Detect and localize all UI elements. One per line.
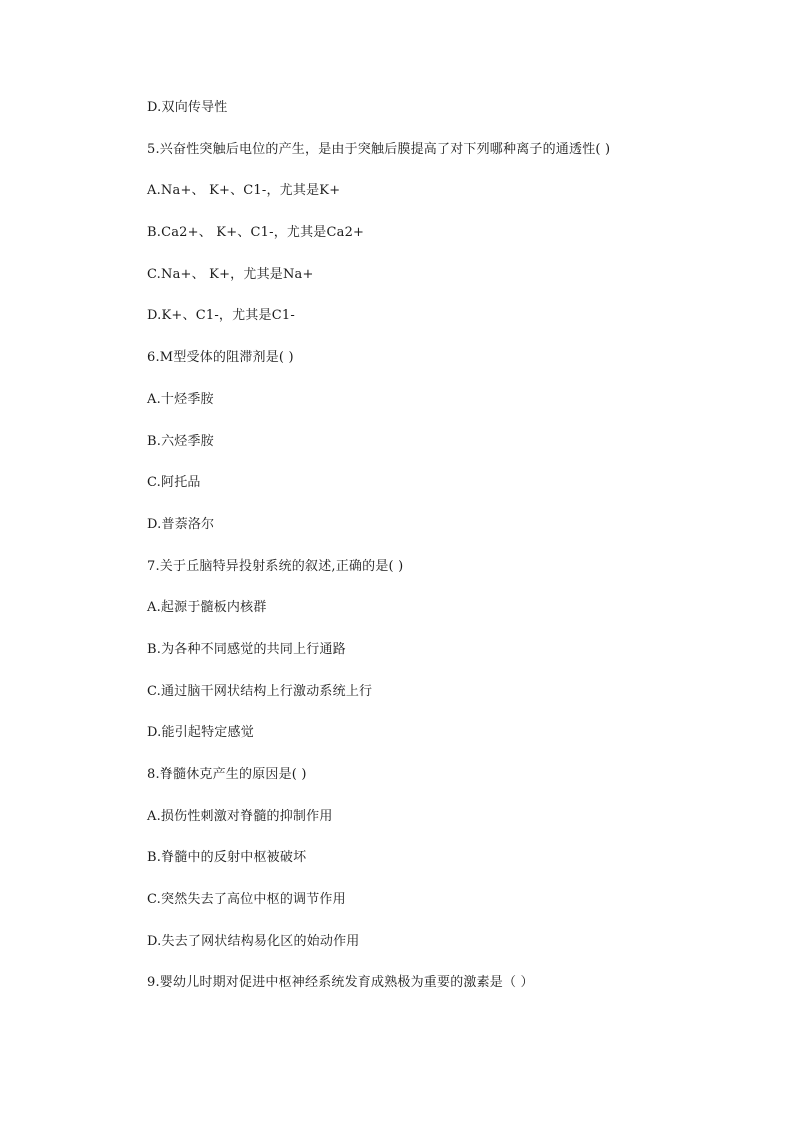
option-7a: A.起源于髓板内核群 xyxy=(147,600,267,616)
option-5b: B.Ca2+、 K+、C1-，尤其是Ca2+ xyxy=(147,225,365,241)
option-6c: C.阿托品 xyxy=(147,475,201,491)
option-7b: B.为各种不同感觉的共同上行通路 xyxy=(147,641,346,657)
option-4d: D.双向传导性 xyxy=(147,100,228,115)
option-5a: A.Na+、 K+、C1-，尤其是K+ xyxy=(147,183,341,199)
option-6d: D.普萘洛尔 xyxy=(147,516,215,532)
option-8c: C.突然失去了高位中枢的调节作用 xyxy=(147,892,346,908)
question-6: 6.M型受体的阻滞剂是( ) xyxy=(147,350,294,366)
option-5d: D.K+、C1-，尤其是C1- xyxy=(147,308,295,324)
option-8a: A.损伤性刺激对脊髓的抑制作用 xyxy=(147,808,333,824)
option-7d: D.能引起特定感觉 xyxy=(147,725,254,741)
option-6a: A.十烃季胺 xyxy=(147,391,214,407)
option-5c: C.Na+、 K+，尤其是Na+ xyxy=(147,266,314,282)
question-5: 5.兴奋性突触后电位的产生，是由于突触后膜提高了对下列哪种离子的通透性( ) xyxy=(147,141,611,157)
question-8: 8.脊髓休克产生的原因是( ) xyxy=(147,767,307,782)
option-8b: B.脊髓中的反射中枢被破坏 xyxy=(147,850,307,866)
question-text-block xyxy=(147,98,747,1015)
option-7c: C.通过脑干网状结构上行激动系统上行 xyxy=(147,683,373,699)
question-7: 7.关于丘脑特异投射系统的叙述,正确的是( ) xyxy=(147,558,404,574)
option-6b: B.六烃季胺 xyxy=(147,433,214,449)
option-8d: D.失去了网状结构易化区的始动作用 xyxy=(147,933,360,949)
question-9: 9.婴幼儿时期对促进中枢神经系统发育成熟极为重要的激素是（ ） xyxy=(147,975,534,991)
